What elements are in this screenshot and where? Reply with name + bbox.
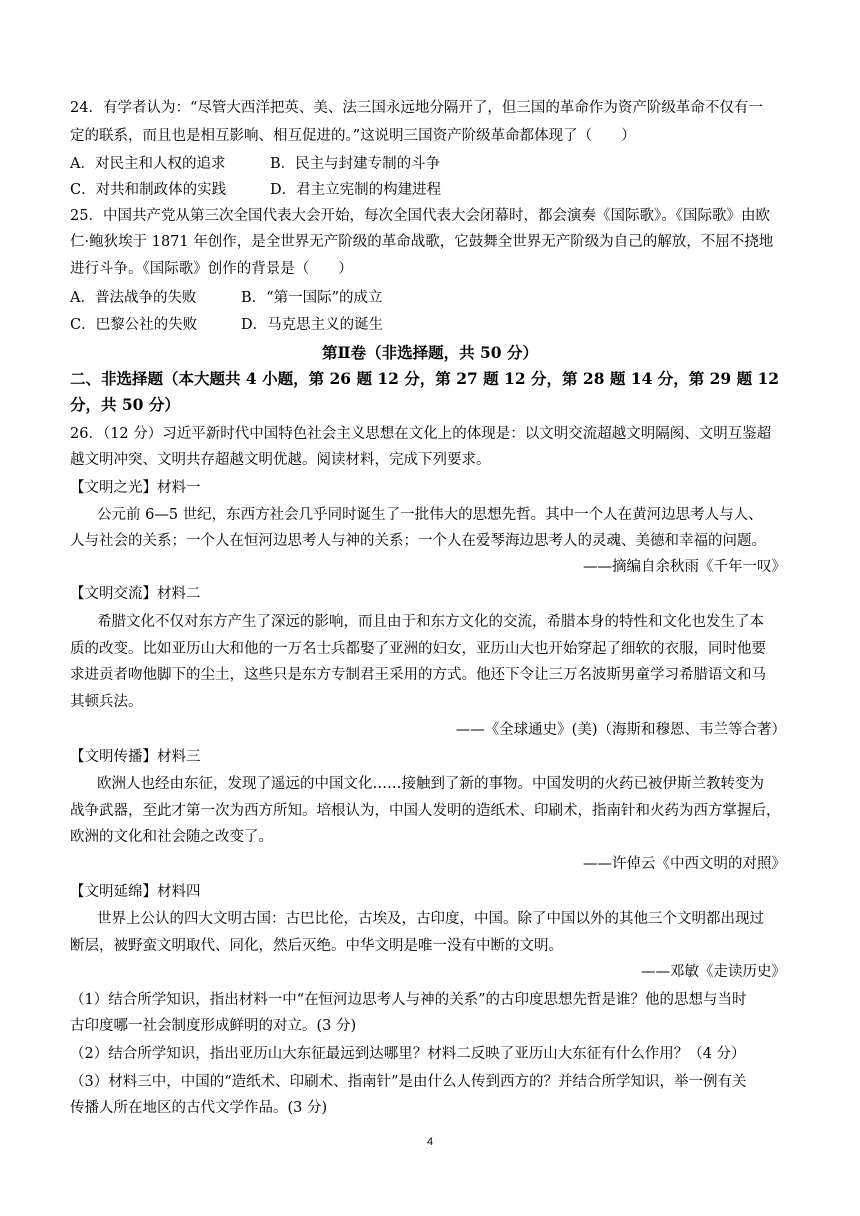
material3-text-line1: 欧洲人也经由东征，发现了遥远的中国文化……接触到了新的事物。中国发明的火药已被伊斯兰教转变为 — [97, 776, 764, 792]
material4-source: ——邓敏《走读历史》 — [641, 964, 786, 980]
material1-text-line2: 人与社会的关系；一个人在恒河边思考人与神的关系；一个人在爱琴海边思考人的灵魂、美德和幸福的问题。 — [70, 533, 766, 549]
material2-text-line3: 求进贡者吻他脚下的尘土，这些只是东方专制君王采用的方式。他还下令让三万名波斯男童学习希腊语文和马 — [70, 667, 766, 683]
section2-heading-line2: 分，共 50 分） — [70, 395, 180, 414]
q25-stem-line3: 进行斗争。《国际歌》创作的背景是（ ） — [70, 261, 353, 277]
q25-stem-line1: 25．中国共产党从第三次全国代表大会开始，每次全国代表大会闭幕时，都会演奏《国际歌》。《国际歌》由欧 — [70, 208, 770, 224]
material4-text-line2: 断层，被野蛮文明取代、同化，然后灭绝。中华文明是唯一没有中断的文明。 — [70, 938, 563, 954]
q24-stem-line1: 24．有学者认为：“尽管大西洋把英、美、法三国永远地分隔开了，但三国的革命作为资产阶级革命不仅有一 — [70, 100, 763, 116]
material3-text-line3: 欧洲的文化和社会随之改变了。 — [70, 829, 273, 845]
material2-source: ——《全球通史》(美)（海斯和穆恩、韦兰等合著） — [455, 722, 786, 738]
subquestion1-line1: （1）结合所学知识，指出材料一中“在恒河边思考人与神的关系”的古印度思想先哲是谁？他的思想与当时 — [70, 992, 747, 1008]
q25-option-a: A．普法战争的失败 — [70, 290, 197, 306]
material2-heading: 【文明交流】材料二 — [70, 586, 201, 602]
subquestion1-line2: 古印度哪一社会制度形成鲜明的对立。(3 分) — [70, 1018, 357, 1034]
material4-text-line1: 世界上公认的四大文明古国：古巴比伦，古埃及，古印度，中国。除了中国以外的其他三个文明都出现过 — [97, 911, 764, 927]
q24-option-b: B．民主与封建专制的斗争 — [270, 156, 441, 172]
material1-text-line1: 公元前 6—5 世纪，东西方社会几乎同时诞生了一批伟大的思想先哲。其中一个人在黄河边思考人与人、 — [97, 507, 763, 523]
part2-title: 第Ⅱ卷（非选择题，共 50 分） — [322, 343, 538, 362]
q25-option-b: B．“第一国际”的成立 — [241, 290, 383, 306]
page-number: 4 — [426, 1136, 434, 1148]
subquestion2-line1: （2）结合所学知识，指出亚历山大东征最远到达哪里？材料二反映了亚历山大东征有什么作用？（4 分） — [70, 1046, 746, 1062]
material2-text-line4: 其顿兵法。 — [70, 694, 143, 710]
q26-stem-line1: 26．（12 分）习近平新时代中国特色社会主义思想在文化上的体现是：以文明交流超越文明隔阂、文明互鉴超 — [70, 426, 772, 442]
subquestion3-line1: （3）材料三中，中国的“造纸术、印刷术、指南针”是由什么人传到西方的？并结合所学知识，举一例有关 — [70, 1074, 747, 1090]
material2-text-line1: 希腊文化不仅对东方产生了深远的影响，而且由于和东方文化的交流，希腊本身的特性和文化也发生了本 — [97, 614, 764, 630]
subquestion3-line2: 传播人所在地区的古代文学作品。(3 分) — [70, 1100, 328, 1116]
material3-source: ——许倬云《中西文明的对照》 — [583, 856, 786, 872]
material3-heading: 【文明传播】材料三 — [70, 749, 201, 765]
q24-stem-line2: 定的联系，而且也是相互影响、相互促进的。”这说明三国资产阶级革命都体现了（ ） — [70, 128, 636, 144]
q24-option-c: C．对共和制政体的实践 — [70, 182, 227, 198]
q25-option-d: D．马克思主义的诞生 — [241, 317, 384, 333]
material1-source: ——摘编自余秋雨《千年一叹》 — [583, 559, 786, 575]
material1-heading: 【文明之光】材料一 — [70, 480, 201, 496]
material4-heading: 【文明延绵】材料四 — [70, 884, 201, 900]
q24-option-d: D．君主立宪制的构建进程 — [270, 182, 442, 198]
material3-text-line2: 战争武器，至此才第一次为西方所知。培根认为，中国人发明的造纸术、印刷术，指南针和火药为西方掌握后， — [70, 803, 781, 819]
material2-text-line2: 质的改变。比如亚历山大和他的一万名士兵都娶了亚洲的妇女，亚历山大也开始穿起了细软的衣服，同时他要 — [70, 641, 766, 657]
q24-option-a: A．对民主和人权的追求 — [70, 156, 226, 172]
q26-stem-line2: 越文明冲突、文明共存超越文明优越。阅读材料，完成下列要求。 — [70, 452, 491, 468]
q25-stem-line2: 仁·鲍狄埃于 1871 年创作，是全世界无产阶级的革命战歌，它鼓舞全世界无产阶级为自己的解放，不屈不挠地 — [70, 234, 774, 250]
q25-option-c: C．巴黎公社的失败 — [70, 317, 198, 333]
section2-heading-line1: 二、非选择题（本大题共 4 小题，第 26 题 12 分，第 27 题 12 分，第 28 题 14 分，第 29 题 12 — [70, 369, 780, 388]
